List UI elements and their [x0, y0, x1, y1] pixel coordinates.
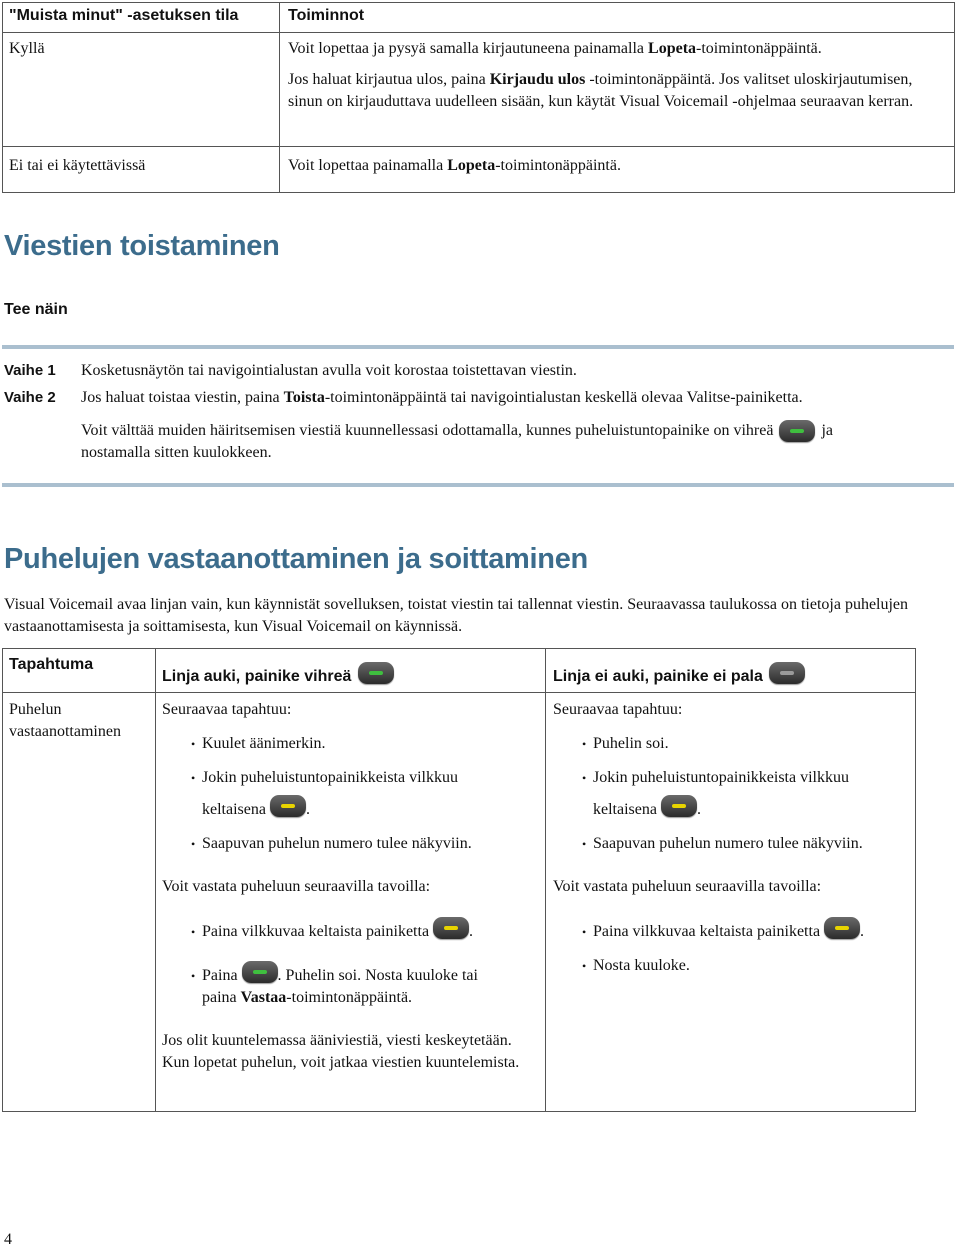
row2-state: Ei tai ei käytettävissä: [9, 157, 146, 174]
divider: [2, 483, 954, 487]
col3-bullet3: • Saapuvan puhelun numero tulee näkyviin.: [593, 833, 863, 855]
col2-bullet1: • Kuulet äänimerkin.: [202, 733, 326, 755]
header-line-open: Linja auki, painike vihreä: [162, 666, 394, 688]
col3-lead: Seuraavaa tapahtuu:: [553, 701, 683, 718]
session-button-yellow-icon: [270, 795, 306, 817]
section2-intro: Visual Voicemail avaa linjan vain, kun käynnistät sovelluksen, toistat viestin tai tallennat viestin. Seuraavassa taulukossa on tietoja puhelujen vastaanottamisesta ja soittamisesta, kun Visual Voicemail on käynnissä.: [4, 596, 909, 635]
col2-lead2: Voit vastata puheluun seuraavilla tavoilla:: [162, 878, 431, 895]
col2-footnote: Jos olit kuuntelemassa ääniviestiä, viesti keskeytetään. Kun lopetat puhelun, voit jatkaa viestien kuuntelemista.: [162, 1032, 520, 1071]
col2-bullet2-cont: keltaisena .: [202, 799, 310, 821]
session-button-green-icon: [358, 662, 394, 684]
page-number: 4: [4, 1231, 12, 1248]
row1-state: Kyllä: [9, 40, 45, 57]
step2-note: Voit välttää muiden häiritsemisen viestiä kuunnellessasi odottamalla, kunnes puheluistuntopainike on vihreä ja: [81, 420, 941, 442]
row1-action2: Jos haluat kirjautua ulos, paina Kirjaudu ulos -toimintonäppäintä. Jos valitset uloskirjautumisen, sinun on kirjauduttava uudelleen sisään, kun käytät Visual Voicemail -ohjelmaa seuraavan kerran.: [288, 71, 914, 110]
step2-note-line2: nostamalla sitten kuulokkeen.: [81, 444, 272, 461]
step2-text: Jos haluat toistaa viestin, paina Toista-toimintonäppäintä tai navigointialustan keskellä olevaa Valitse-painiketta.: [81, 389, 803, 406]
row2-action: Voit lopettaa painamalla Lopeta-toimintonäppäintä.: [288, 157, 621, 174]
header-actions: Toiminnot: [288, 7, 365, 24]
col3-lead2: Voit vastata puheluun seuraavilla tavoilla:: [553, 878, 822, 895]
section-title-calls: Puhelujen vastaanottaminen ja soittaminen: [4, 543, 588, 575]
header-event: Tapahtuma: [9, 656, 94, 673]
col2-option2: • Paina . Puhelin soi. Nosta kuuloke tai: [202, 965, 478, 987]
col2-option1: • Paina vilkkuvaa keltaista painiketta .: [202, 921, 473, 943]
col3-bullet1: • Puhelin soi.: [593, 733, 669, 755]
divider: [2, 345, 954, 349]
col3-option1: • Paina vilkkuvaa keltaista painiketta .: [593, 921, 864, 943]
procedure-label: Tee näin: [4, 301, 68, 318]
col3-option2: • Nosta kuuloke.: [593, 955, 690, 977]
step2-label: Vaihe 2: [4, 389, 56, 406]
col3-bullet2: • Jokin puheluistuntopainikkeista vilkkuu: [593, 767, 849, 789]
session-button-green-icon: [242, 961, 278, 983]
section-title-playback: Viestien toistaminen: [4, 230, 280, 262]
header-line-closed: Linja ei auki, painike ei pala: [553, 666, 805, 688]
header-state: "Muista minut" -asetuksen tila: [9, 7, 239, 24]
col2-lead: Seuraavaa tapahtuu:: [162, 701, 292, 718]
session-button-off-icon: [769, 662, 805, 684]
session-button-yellow-icon: [824, 917, 860, 939]
session-button-green-icon: [779, 420, 815, 442]
col2-bullet3: • Saapuvan puhelun numero tulee näkyviin.: [202, 833, 472, 855]
event-cell: Puhelun vastaanottaminen: [9, 701, 121, 740]
step1-label: Vaihe 1: [4, 362, 56, 379]
col3-bullet2-cont: keltaisena .: [593, 799, 701, 821]
session-button-yellow-icon: [433, 917, 469, 939]
step1-text: Kosketusnäytön tai navigointialustan avulla voit korostaa toistettavan viestin.: [81, 362, 577, 379]
session-button-yellow-icon: [661, 795, 697, 817]
row1-action1: Voit lopettaa ja pysyä samalla kirjautuneena painamalla Lopeta-toimintonäppäintä.: [288, 40, 822, 57]
col2-option2-cont: paina Vastaa-toimintonäppäintä.: [202, 989, 413, 1006]
col2-bullet2: • Jokin puheluistuntopainikkeista vilkkuu: [202, 767, 458, 789]
